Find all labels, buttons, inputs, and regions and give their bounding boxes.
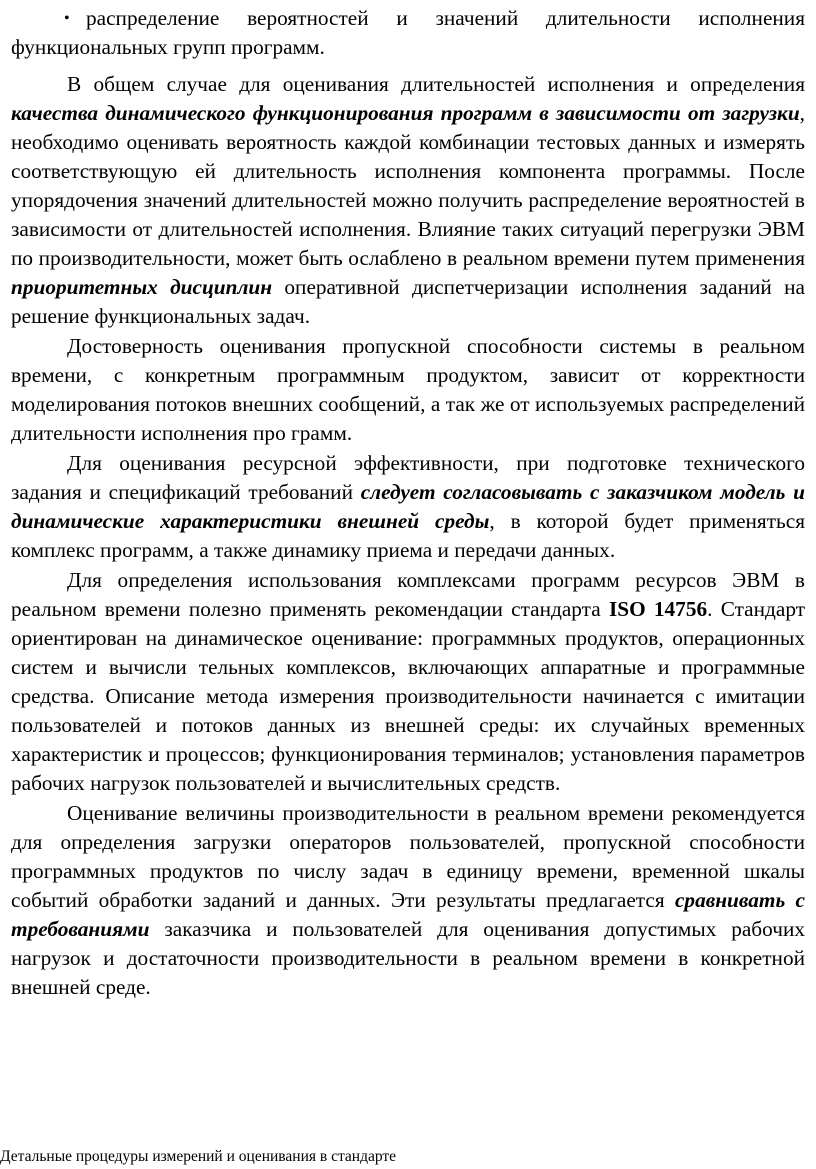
bullet-marker-icon: • xyxy=(64,10,70,27)
paragraph-1-text-b: , необходимо оценивать вероятность каждой комбинации тестовых данных и измерять соответствующую ей длительность исполнения компонента программы. После упорядочения значений длительностей можно получить распределение вероятностей в зависимости от длительностей исполнения. Влияние таких ситуаций перегрузки ЭВМ по производительности, может быть ослаблено в реальном времени путем применения xyxy=(11,101,805,270)
paragraph-1 xyxy=(11,70,805,331)
document-page xyxy=(11,0,805,1002)
paragraph-5-text-b: заказчика и пользователей для оценивания допустимых рабочих нагрузок и достаточности производительности в реальном времени в конкретной внешней среде. xyxy=(11,917,805,999)
paragraph-3 xyxy=(11,449,805,565)
paragraph-4-text-a: Для определения использования комплексами программ ресурсов ЭВМ в реальном времени полезно применять рекомендации стандарта xyxy=(11,568,805,621)
footer-caption: Детальные процедуры измерений и оценивания в стандарте xyxy=(0,1148,397,1165)
paragraph-1-text-a: В общем случае для оценивания длительностей исполнения и определения xyxy=(67,72,805,96)
paragraph-3-text-b: , в которой будет применяться комплекс программ, а также динамику приема и передачи данных. xyxy=(11,509,805,562)
paragraph-2-text: Достоверность оценивания пропускной способности системы в реальном времени, с конкретным программным продуктом, зависит от корректности моделирования потоков внешних сообщений, а так же от используемых распределений длительности исполнения про грамм. xyxy=(11,334,805,445)
paragraph-5 xyxy=(11,799,805,1002)
paragraph-1-text-c: оперативной диспетчеризации исполнения заданий на решение функциональных задач. xyxy=(11,275,805,328)
paragraph-4 xyxy=(11,566,805,798)
bullet-line-2: функциональных групп программ. xyxy=(11,35,325,59)
bullet-line-1: распределение вероятностей и значений длительности исполнения xyxy=(86,6,805,30)
paragraph-5-text-a: Оценивание величины производительности в реальном времени рекомендуется для определения загрузки операторов пользователей, пропускной способности программных продуктов по числу задач в единицу времени, временной шкалы событий обработки заданий и данных. Эти результаты предлагается xyxy=(11,801,805,912)
bullet-item xyxy=(11,4,805,62)
paragraph-4-text-b: . Стандарт ориентирован на динамическое оценивание: программных продуктов, операционных систем и вычисли тельных комплексов, включающих аппаратные и программные средства. Описание метода измерения производительности начинается с имитации пользователей и потоков данных из внешней среды: их случайных временных характеристик и процессов; функционирования терминалов; установления параметров рабочих нагрузок пользователей и вычислительных средств. xyxy=(11,597,805,795)
paragraph-5-emphasis: сравнивать с требованиями xyxy=(11,888,806,941)
paragraph-1-emphasis-b: приоритетных дисциплин xyxy=(11,275,273,299)
paragraph-4-standard-name: ISO 14756 xyxy=(608,597,708,621)
paragraph-3-text-a: Для оценивания ресурсной эффективности, при подготовке технического задания и спецификаций требований xyxy=(11,451,805,504)
bullet-paragraph xyxy=(11,4,805,62)
paragraph-3-emphasis: следует согласовывать с заказчиком модель и динамические характеристики внешней среды xyxy=(11,480,805,533)
paragraph-1-emphasis-a: качества динамического функционирования программ в зависимости от загрузки xyxy=(11,101,800,125)
paragraph-2 xyxy=(11,332,805,448)
